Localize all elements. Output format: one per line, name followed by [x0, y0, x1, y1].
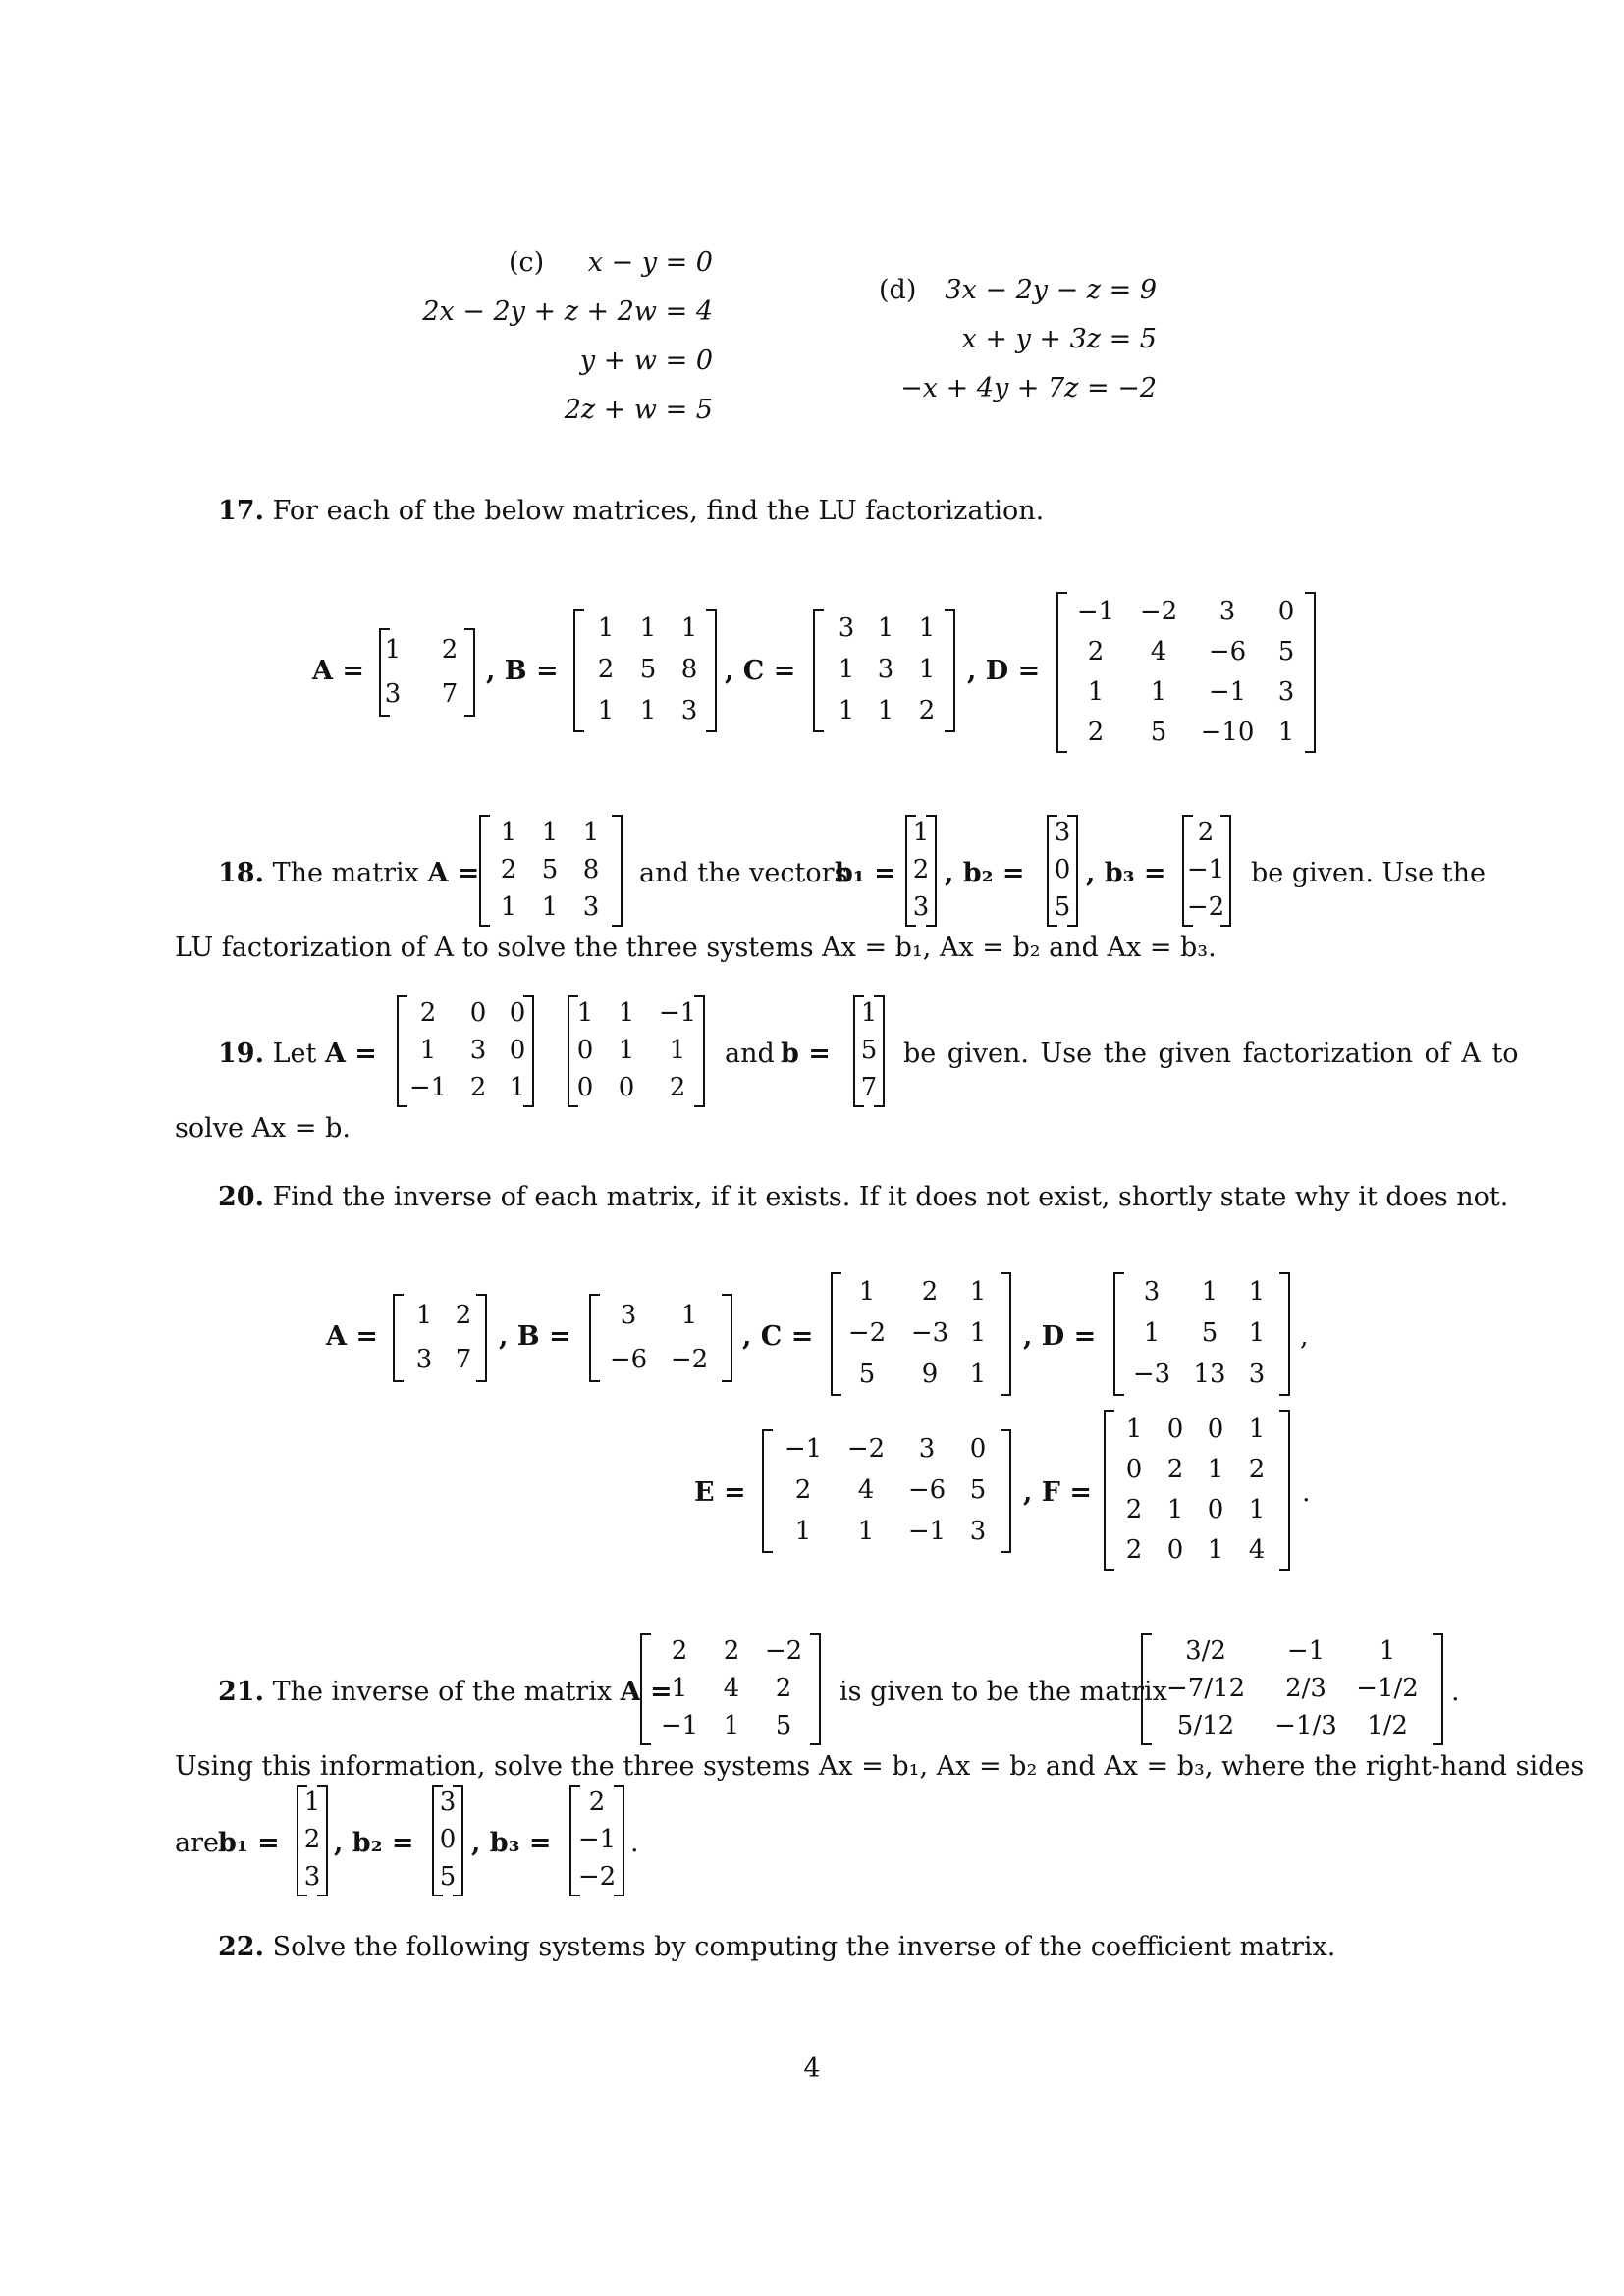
matrix-entry: 3 [384, 678, 402, 709]
matrix-entry: 1 [415, 1300, 433, 1330]
vector-b2 [1047, 815, 1078, 927]
vector-label-b3: , b₃ = [471, 1828, 552, 1858]
matrix-entry: 1 [1207, 1534, 1224, 1565]
matrix-entry: 2 [469, 1073, 487, 1102]
matrix-entry: 0 [439, 1825, 457, 1854]
problem-text: The inverse of the matrix [272, 1677, 613, 1707]
matrix-entry: 8 [582, 855, 600, 884]
matrix-entry: 1 [582, 818, 600, 847]
matrix-entry: 1 [680, 1300, 698, 1330]
matrix-entry: 3 [1218, 596, 1236, 626]
matrix-entry: 0 [509, 998, 526, 1028]
problem-text: The matrix [272, 858, 419, 888]
matrix-label-B: , B = [499, 1321, 571, 1352]
matrix-entry: 1 [860, 998, 878, 1028]
matrix-label-E: E = [694, 1477, 746, 1508]
matrix-C [831, 1272, 1011, 1396]
matrix-entry: 3/2 [1185, 1636, 1226, 1666]
matrix-C [813, 609, 955, 732]
problem-text: are [175, 1828, 219, 1858]
problem-text: be given. Use the [1251, 858, 1486, 888]
matrix-entry: −2 [577, 1862, 617, 1892]
matrix-entry: −1 [1286, 1636, 1326, 1666]
matrix-entry: 5 [1277, 636, 1295, 667]
matrix-entry: 5 [858, 1360, 876, 1389]
vector-b3 [1182, 815, 1231, 927]
problem-number: 22. [218, 1932, 264, 1962]
matrix-entry: 1 [1248, 1318, 1266, 1348]
matrix-entry: 7 [860, 1073, 878, 1102]
matrix-entry: 0 [1125, 1454, 1143, 1484]
matrix-entry: 3 [439, 1788, 457, 1817]
bracket-right [1433, 1633, 1443, 1745]
matrix-entry: 1 [541, 818, 559, 847]
matrix-entry: −1 [907, 1517, 947, 1546]
matrix-entry: 1 [618, 1036, 635, 1065]
matrix-entry: 1 [576, 998, 594, 1028]
matrix-label-A: A = [312, 656, 364, 686]
matrix-entry: 3 [1143, 1277, 1161, 1307]
matrix-entry: 2 [669, 1073, 686, 1102]
matrix-entry: 9 [921, 1360, 939, 1389]
problem-text: Let [272, 1039, 317, 1069]
matrix-entry: 3 [620, 1300, 637, 1330]
matrix-entry: −2 [846, 1434, 886, 1464]
problem-number: 20. [218, 1182, 264, 1212]
matrix-entry: 2 [794, 1475, 812, 1505]
matrix-entry: 1 [857, 1517, 875, 1546]
matrix-entry: 1 [1379, 1636, 1396, 1666]
matrix-entry: 0 [576, 1073, 594, 1102]
matrix-entry: −7/12 [1166, 1674, 1246, 1703]
comma: , [1300, 1321, 1309, 1352]
matrix-entry: 1 [918, 614, 936, 643]
matrix-entry: 1 [639, 614, 657, 643]
matrix-entry: 0 [1166, 1534, 1184, 1565]
matrix-entry: 2 [1197, 818, 1215, 847]
matrix-label-C: , C = [742, 1321, 814, 1352]
problem-19-num [218, 1039, 377, 1069]
matrix-entry: 1 [877, 614, 894, 643]
problem-text: be given. Use the given factorization of A to [903, 1039, 1519, 1069]
matrix-entry: 3 [969, 1517, 987, 1546]
matrix-entry: −6 [907, 1475, 947, 1505]
matrix-entry: 8 [680, 655, 698, 684]
matrix-entry: 1 [303, 1788, 321, 1817]
period: . [1302, 1477, 1311, 1508]
matrix-entry: 1 [680, 614, 698, 643]
problem-text: and [725, 1039, 775, 1069]
matrix-entry: 2 [500, 855, 517, 884]
matrix-entry: −6 [1208, 636, 1247, 667]
matrix-label-B: , B = [486, 656, 559, 686]
bracket-left [1141, 1633, 1152, 1745]
problem-text: Solve the following systems by computing the inverse of the coefficient matrix. [272, 1932, 1336, 1962]
problem-19-line-2: solve Ax = b. [175, 1113, 351, 1144]
matrix-entry: 1 [1201, 1277, 1218, 1307]
matrix-entry: 1 [500, 818, 517, 847]
matrix-E [762, 1429, 1011, 1553]
matrix-entry: 0 [618, 1073, 635, 1102]
vector-b1 [297, 1785, 328, 1896]
matrix-entry: 3 [469, 1036, 487, 1065]
matrix-entry: 2 [775, 1674, 792, 1703]
matrix-entry: 5 [541, 855, 559, 884]
problem-number: 17. [218, 496, 264, 526]
matrix-entry: 4 [1248, 1534, 1266, 1565]
matrix-entry: 2 [588, 1788, 606, 1817]
matrix-entry: 4 [1150, 636, 1167, 667]
matrix-entry: −1 [1076, 596, 1115, 626]
vector-b3 [569, 1785, 624, 1896]
matrix-entry: 1 [597, 696, 615, 725]
matrix-entry: 3 [838, 614, 855, 643]
matrix-entry: 2 [1087, 636, 1105, 667]
matrix-A-inverse [1141, 1633, 1443, 1745]
equation: 2z + w = 5 [564, 395, 713, 425]
matrix-entry: 1 [1150, 676, 1167, 707]
matrix-entry: 2 [597, 655, 615, 684]
matrix-entry: −1/3 [1274, 1711, 1337, 1740]
matrix-entry: 2 [912, 855, 930, 884]
matrix-entry: 3 [303, 1862, 321, 1892]
page-number: 4 [803, 2054, 821, 2084]
matrix-entry: 0 [969, 1434, 987, 1464]
matrix-entry: 1 [1143, 1318, 1161, 1348]
problem-number: 19. [218, 1039, 264, 1069]
matrix-entry: 1 [1248, 1414, 1266, 1444]
equation: x + y + 3z = 5 [961, 324, 1157, 354]
matrix-label-C: , C = [725, 656, 796, 686]
matrix-entry: 1 [1207, 1454, 1224, 1484]
matrix-entry: 5/12 [1176, 1711, 1235, 1740]
matrix-entry: 2/3 [1285, 1674, 1326, 1703]
matrix-entry: 3 [1248, 1360, 1266, 1389]
matrix-entry: 1 [1248, 1494, 1266, 1524]
matrix-entry: 1 [794, 1517, 812, 1546]
matrix-F [1104, 1410, 1290, 1571]
matrix-entry: 5 [639, 655, 657, 684]
matrix-entry: 1 [877, 696, 894, 725]
matrix-label-D: , D = [967, 656, 1041, 686]
problem-text: is given to be the matrix [839, 1677, 1167, 1707]
matrix-label-F: , F = [1023, 1477, 1092, 1508]
matrix-entry: 2 [723, 1636, 740, 1666]
matrix-entry: 2 [455, 1300, 472, 1330]
matrix-L [397, 995, 534, 1107]
matrix-entry: 1 [597, 614, 615, 643]
matrix-entry: 2 [921, 1277, 939, 1307]
matrix-entry: 1 [838, 696, 855, 725]
vector-b1 [905, 815, 937, 927]
matrix-label-A: A = [620, 1677, 673, 1707]
equation: −x + 4y + 7z = −2 [900, 373, 1157, 403]
matrix-entry: 1 [969, 1277, 987, 1307]
matrix-entry: −1 [408, 1073, 448, 1102]
vector-label-b2: , b₂ = [945, 858, 1025, 888]
problem-22-statement [218, 1932, 1335, 1962]
matrix-entry: 5 [775, 1711, 792, 1740]
problem-20-statement [218, 1182, 1508, 1212]
matrix-entry: 1 [618, 998, 635, 1028]
matrix-entry: 1/2 [1367, 1711, 1408, 1740]
equation: 3x − 2y − z = 9 [945, 275, 1157, 305]
matrix-entry: −1 [660, 1711, 699, 1740]
matrix-entry: 3 [415, 1344, 433, 1374]
matrix-entry: 7 [441, 678, 459, 709]
problem-18-num [218, 858, 479, 888]
matrix-A [640, 1633, 821, 1745]
matrix-entry: 2 [1248, 1454, 1266, 1484]
matrix-U [568, 995, 705, 1107]
matrix-entry: 1 [1277, 717, 1295, 747]
matrix-entry: 1 [509, 1073, 526, 1102]
matrix-entry: 0 [1166, 1414, 1184, 1444]
matrix-entry: 0 [1277, 596, 1295, 626]
matrix-entry: −2 [1186, 892, 1225, 922]
matrix-label-D: , D = [1023, 1321, 1097, 1352]
vector-label-b1: b₁ = [218, 1828, 280, 1858]
matrix-A [379, 628, 475, 717]
matrix-entry: 2 [1166, 1454, 1184, 1484]
equation: x − y = 0 [587, 247, 713, 278]
matrix-entry: 5 [860, 1036, 878, 1065]
matrix-entry: 2 [303, 1825, 321, 1854]
matrix-entry: 1 [384, 634, 402, 665]
vector-b2 [432, 1785, 463, 1896]
problem-17-statement [218, 496, 1044, 526]
part-d-label: (d) [879, 275, 917, 305]
matrix-entry: 5 [969, 1475, 987, 1505]
matrix-entry: 5 [1150, 717, 1167, 747]
matrix-entry: 13 [1193, 1360, 1226, 1389]
matrix-D [1056, 592, 1316, 753]
matrix-A [393, 1294, 487, 1382]
vector-label-b3: , b₃ = [1086, 858, 1166, 888]
matrix-entry: 1 [912, 818, 930, 847]
matrix-entry: 3 [1277, 676, 1295, 707]
problem-number: 18. [218, 858, 264, 888]
matrix-entry: 1 [723, 1711, 740, 1740]
matrix-entry: 3 [582, 892, 600, 922]
matrix-entry: 1 [858, 1277, 876, 1307]
matrix-entry: 0 [576, 1036, 594, 1065]
matrix-entry: −6 [609, 1344, 648, 1374]
matrix-entry: 1 [918, 655, 936, 684]
matrix-entry: 2 [1125, 1534, 1143, 1565]
matrix-entry: −2 [670, 1344, 709, 1374]
period: . [630, 1828, 639, 1858]
matrix-entry: 2 [918, 696, 936, 725]
matrix-entry: 0 [1207, 1414, 1224, 1444]
matrix-entry: 1 [969, 1360, 987, 1389]
matrix-entry: 1 [969, 1318, 987, 1348]
vector-label-b2: , b₂ = [334, 1828, 414, 1858]
problem-text: Find the inverse of each matrix, if it exists. If it does not exist, shortly state why it does not. [272, 1182, 1509, 1212]
matrix-entry: 0 [1054, 855, 1071, 884]
problem-text: and the vectors [639, 858, 848, 888]
matrix-entry: −10 [1200, 717, 1255, 747]
matrix-A [479, 815, 623, 927]
matrix-entry: −1 [577, 1825, 617, 1854]
equation: 2x − 2y + z + 2w = 4 [422, 296, 713, 327]
matrix-entry: 2 [671, 1636, 688, 1666]
matrix-entry: 1 [541, 892, 559, 922]
matrix-entry: 4 [723, 1674, 740, 1703]
matrix-label-A: A = [324, 1039, 377, 1069]
matrix-entry: 1 [838, 655, 855, 684]
matrix-entry: 1 [1087, 676, 1105, 707]
matrix-entry: 1 [671, 1674, 688, 1703]
problem-21-line-2: Using this information, solve the three systems Ax = b₁, Ax = b₂ and Ax = b₃, where the right-hand sides [175, 1751, 1585, 1782]
matrix-entry: 1 [1166, 1494, 1184, 1524]
matrix-entry: 2 [1087, 717, 1105, 747]
matrix-entry: 1 [419, 1036, 437, 1065]
matrix-entry: −1 [784, 1434, 823, 1464]
equation: y + w = 0 [579, 346, 713, 376]
matrix-entry: −3 [910, 1318, 949, 1348]
matrix-entry: 1 [669, 1036, 686, 1065]
matrix-entry: 3 [1054, 818, 1071, 847]
matrix-entry: −1 [658, 998, 697, 1028]
problem-18-line-2: LU factorization of A to solve the three systems Ax = b₁, Ax = b₂ and Ax = b₃. [175, 933, 1217, 963]
matrix-entry: 2 [1125, 1494, 1143, 1524]
matrix-entry: −1 [1186, 855, 1225, 884]
vector-label-b1: b₁ = [835, 858, 896, 888]
matrix-entry: −2 [764, 1636, 803, 1666]
matrix-entry: 4 [857, 1475, 875, 1505]
matrix-entry: 1 [639, 696, 657, 725]
matrix-entry: 1 [1125, 1414, 1143, 1444]
matrix-entry: 5 [439, 1862, 457, 1892]
matrix-entry: 5 [1201, 1318, 1218, 1348]
matrix-label-A: A = [326, 1321, 378, 1352]
matrix-entry: 7 [455, 1344, 472, 1374]
matrix-entry: −2 [1139, 596, 1178, 626]
matrix-D [1113, 1272, 1290, 1396]
matrix-entry: 3 [918, 1434, 936, 1464]
problem-number: 21. [218, 1677, 264, 1707]
problem-21-num [218, 1677, 673, 1707]
matrix-entry: 3 [912, 892, 930, 922]
matrix-B [573, 609, 717, 732]
matrix-entry: −1 [1208, 676, 1247, 707]
matrix-entry: 3 [877, 655, 894, 684]
matrix-B [589, 1294, 732, 1382]
matrix-entry: 0 [509, 1036, 526, 1065]
matrix-entry: −2 [847, 1318, 887, 1348]
matrix-entry: 0 [469, 998, 487, 1028]
matrix-entry: −3 [1132, 1360, 1171, 1389]
matrix-label-A: A = [427, 858, 480, 888]
matrix-entry: 0 [1207, 1494, 1224, 1524]
matrix-entry: 5 [1054, 892, 1071, 922]
matrix-entry: 3 [680, 696, 698, 725]
matrix-entry: 2 [441, 634, 459, 665]
part-c-label: (c) [509, 247, 545, 278]
matrix-entry: 1 [500, 892, 517, 922]
problem-text: For each of the below matrices, find the LU factorization. [272, 496, 1045, 526]
period: . [1451, 1677, 1460, 1707]
vector-label-b: b = [781, 1039, 831, 1069]
matrix-entry: 2 [419, 998, 437, 1028]
matrix-entry: −1/2 [1356, 1674, 1419, 1703]
matrix-entry: 1 [1248, 1277, 1266, 1307]
vector-b [853, 995, 885, 1107]
